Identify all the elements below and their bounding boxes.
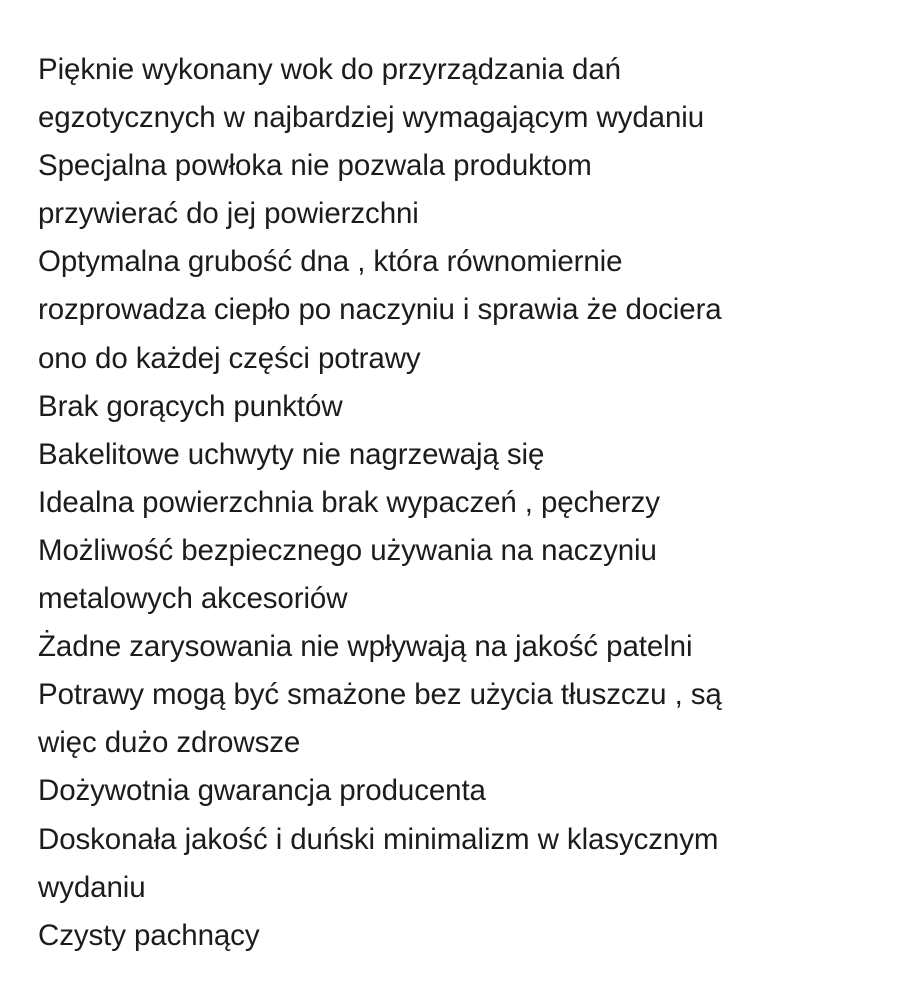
text-line: Idealna powierzchnia brak wypaczeń , pęcherzy: [38, 485, 660, 519]
text-line: Czysty pachnący: [38, 918, 260, 952]
text-line: Potrawy mogą być smażone bez użycia tłuszczu , są: [38, 678, 722, 712]
text-line: Bakelitowe uchwyty nie nagrzewają się: [38, 437, 545, 471]
text-line: Doskonała jakość i duński minimalizm w klasycznym: [38, 822, 719, 856]
text-line: ono do każdej części potrawy: [38, 341, 421, 375]
text-line: przywierać do jej powierzchni: [38, 197, 419, 231]
text-line: Żadne zarysowania nie wpływają na jakość patelni: [38, 630, 693, 664]
text-line: metalowych akcesoriów: [38, 582, 348, 616]
text-line: wydaniu: [38, 870, 146, 904]
text-line: więc dużo zdrowsze: [38, 726, 301, 760]
text-line: Dożywotnia gwarancja producenta: [38, 774, 486, 808]
text-line: Optymalna grubość dna , która równomiernie: [38, 245, 623, 279]
text-line: Pięknie wykonany wok do przyrządzania dań: [38, 53, 621, 86]
product-description: [38, 46, 898, 960]
text-line: Możliwość bezpiecznego używania na naczyniu: [38, 533, 657, 567]
text-line: Specjalna powłoka nie pozwala produktom: [38, 149, 592, 183]
text-line: rozprowadza ciepło po naczyniu i sprawia że dociera: [38, 293, 722, 327]
text-line: Brak gorących punktów: [38, 389, 343, 423]
text-line: egzotycznych w najbardziej wymagającym wydaniu: [38, 101, 705, 135]
